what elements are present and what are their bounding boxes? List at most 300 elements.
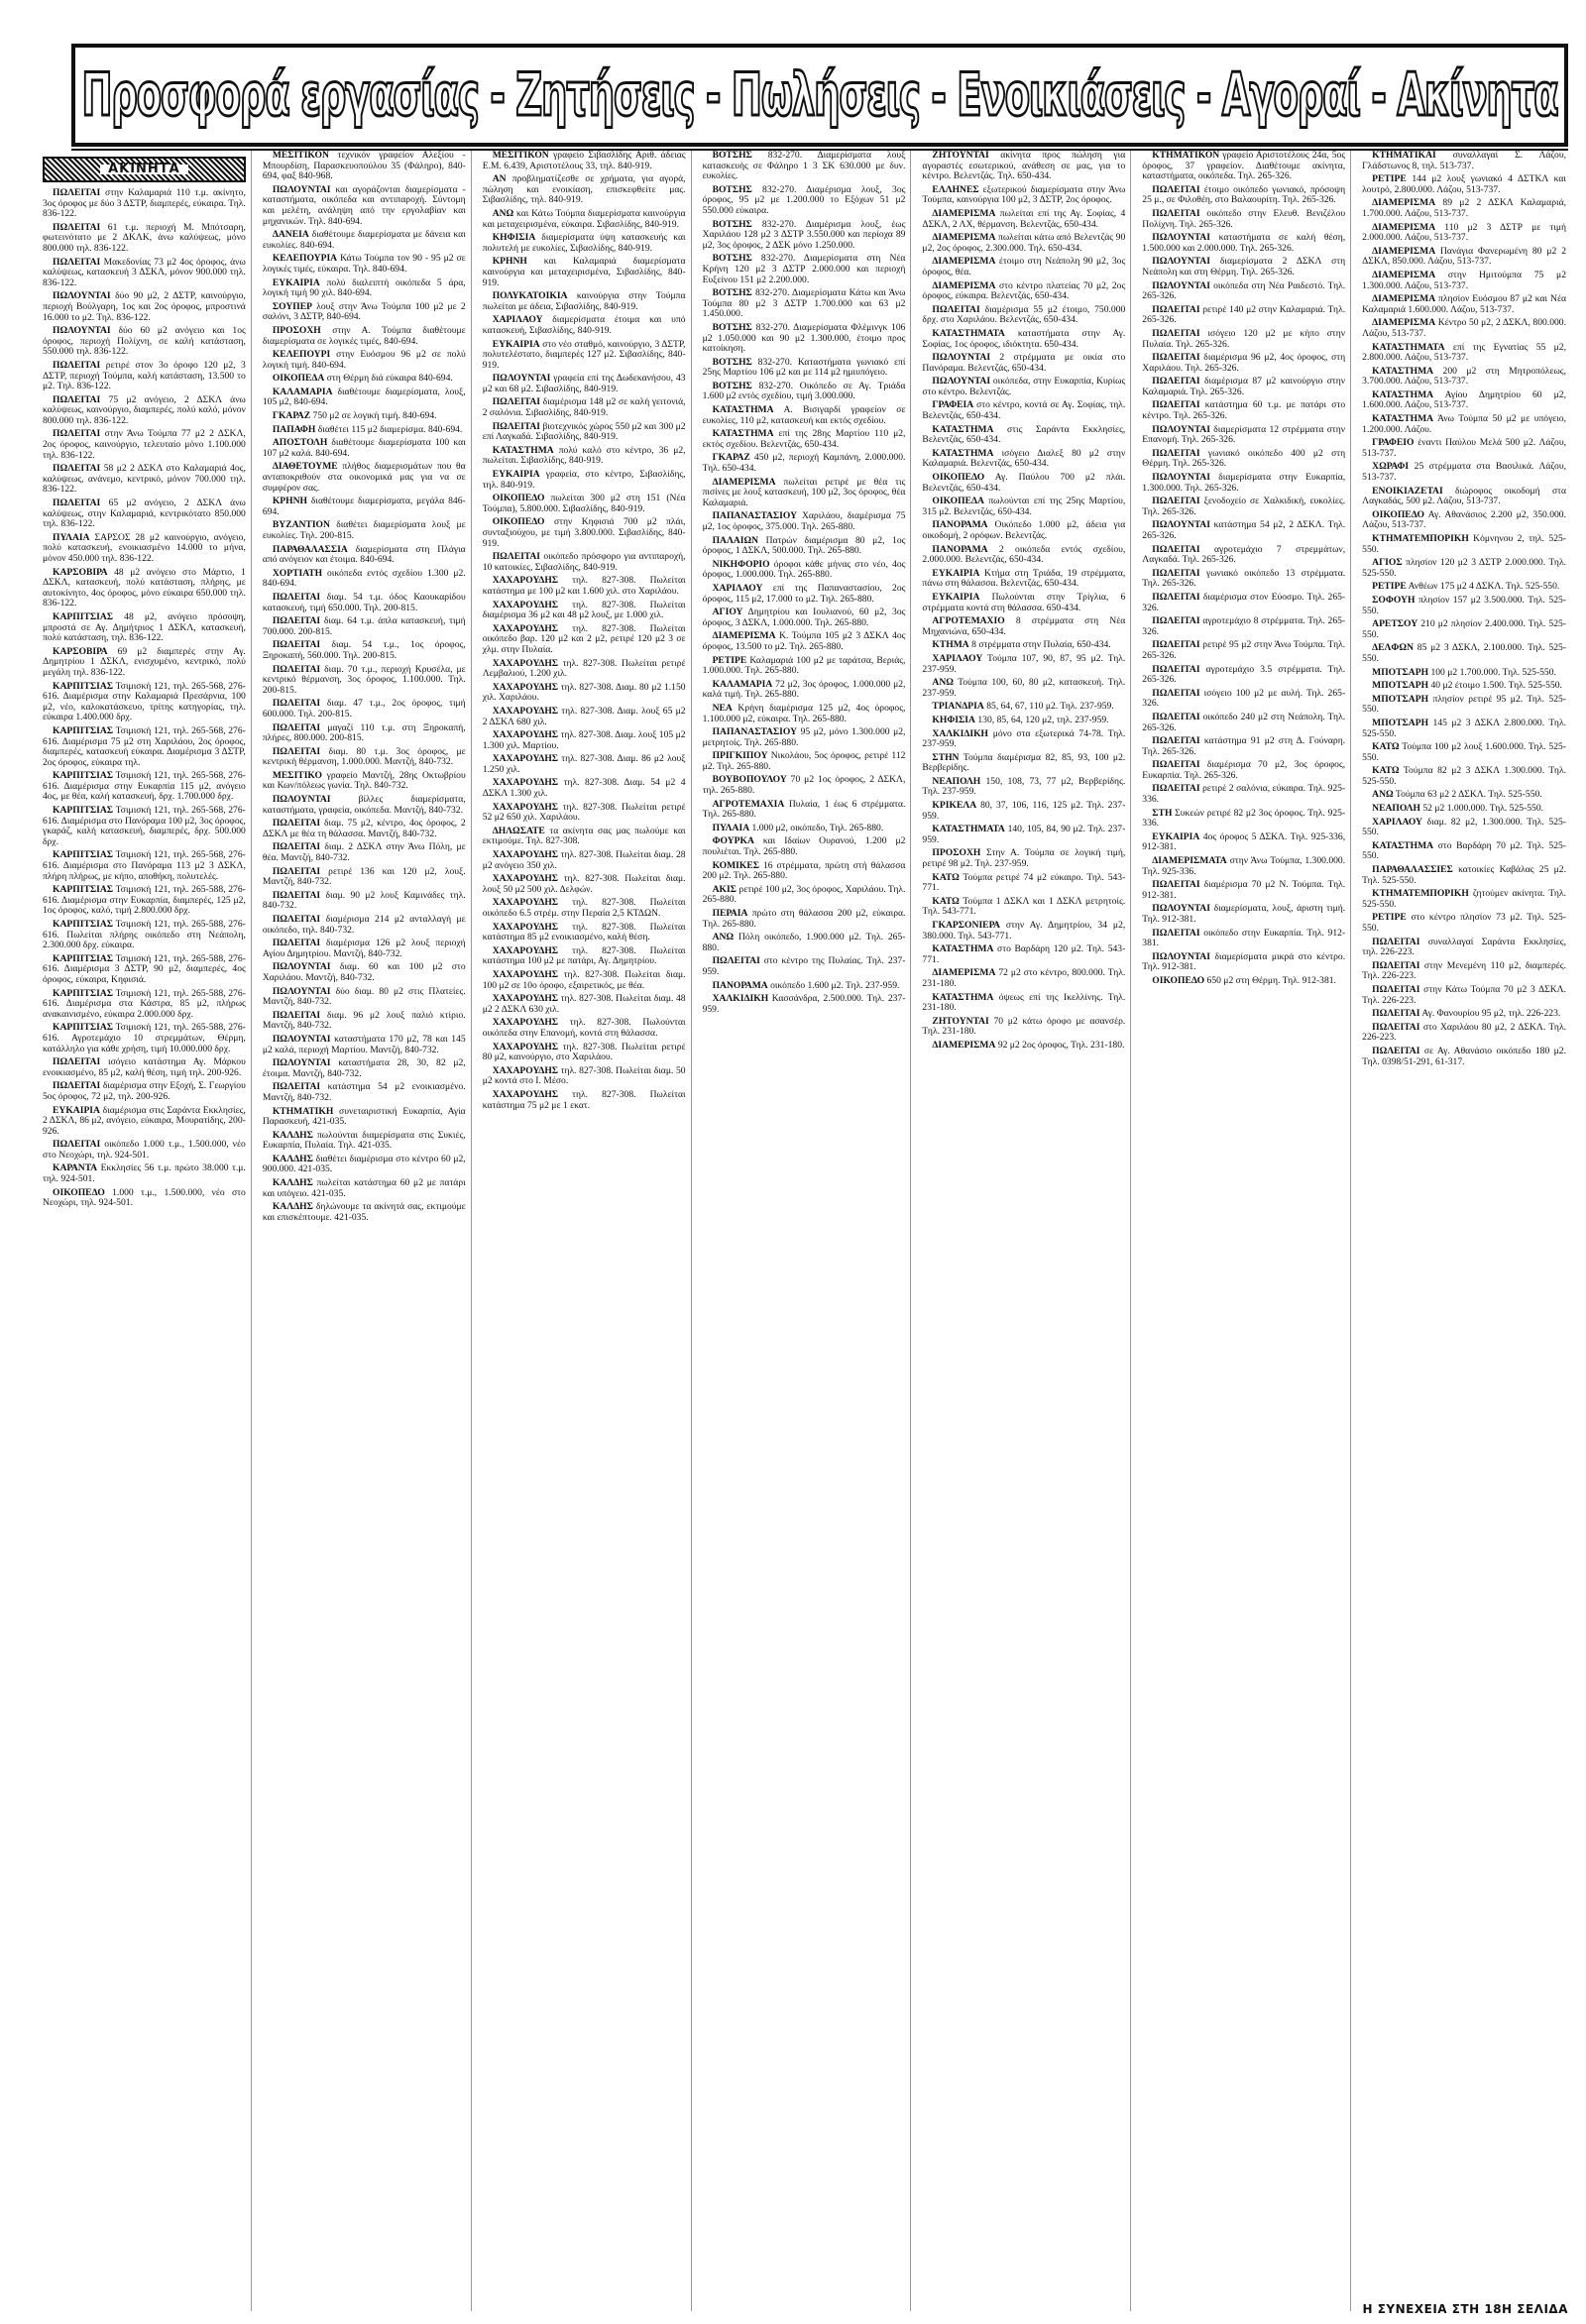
classified-ad [703,453,906,474]
ad-lead: ΔΙΑΜΕΡΙΣΜΑ [1372,317,1436,329]
ad-text: διαμερίσματα μικρά στο κέντρο. Τηλ. 912-381. [1142,950,1346,973]
ad-text: Αγίου Δημητρίου 60 μ2, 1.600.000. Λάζου, 513-737. [1362,388,1566,411]
classified-ad [703,680,906,701]
ad-lead: ΚΟΜΙΚΕΣ [712,859,759,871]
ad-lead: ΚΑΤΑΣΤΗΜΑ [1372,839,1434,851]
ad-text: τηλ. 827-308. Πωλείται διαμ. λουξ 50 μ2 500 χιλ. Δελφών. [482,873,686,895]
ad-lead: ΠΩΛΕΙΤΑΙ [1152,663,1200,675]
ad-lead: ΔΗΛΩΣΑΤΕ [492,825,545,836]
ad-text: τηλ. 827-308. Πωλείται διαμ. 100 μ2 σε 10ο όροφο, εξαιρετικός, με θέα. [482,968,686,991]
ad-text: τηλ. 827-308. Πωλείται κατάστημα 75 μ2 με 1 εκατ. [482,1088,686,1111]
ad-text: στη Θέρμη διά εύκαιρα 840-694. [326,373,453,385]
ad-lead: ΠΩΛΕΙΤΑΙ [1152,759,1200,771]
ad-text: 144 μ2 λουξ γωνιακό 4 ΔΣΤΚΛ και λουτρό, 2.800.000. Λάζου, 513-737. [1362,173,1566,195]
classified-ad [483,850,686,871]
banner-title: Προσφορά εργασίας - Ζητήσεις - Πωλήσεις - Ενοικιάσεις - Αγοραί - Ακίνητα [81,60,1558,130]
classified-ad [263,723,466,744]
ad-text: διαμ. 75 μ2, κέντρο, 4ος όροφος, 2 ΔΣΚΛ με θέα τη θάλασσα. Μαντζή, 840-732. [262,818,466,839]
ad-lead: ΚΤΗΜΑ [932,639,969,651]
ad-text: Κρήνη διαμέρισμα 125 μ2, 4ος όροφος, 1.100.000 μ2, εύκαιρα. Τηλ. 265-880. [702,702,906,724]
ad-text: Τσιμισκή 121, τηλ. 265-568, 276-616. Διαμέρισμα στην Καλαμαριά Πρεσάρνια, 100 μ2, νέο, καλοκατάσκευο, τρίτης κατηγορίας, τηλ. εύκαιρα 1.400.000 δρχ. [43,680,246,723]
classified-ad [263,1178,466,1199]
ad-text: Αγ. Παύλου 700 μ2 πλάι. Βελεντζάς, 650-434. [922,472,1126,494]
ad-text: πλησίον 157 μ2 3.500.000. Τηλ. 525-550. [1362,594,1566,616]
ad-lead: ΠΑΡΑΘΑΛΑΣΣΙΕΣ [1372,864,1453,876]
ad-lead: ΑΓΙΟΣ [1372,557,1403,569]
classified-ad [483,970,686,991]
ad-lead: ΔΙΑΜΕΡΙΣΜΑ [1372,245,1436,257]
ad-lead: ΠΩΛΕΙΤΑΙ [1152,303,1200,315]
ad-lead: ΠΑΡΑΘΑΛΑΣΣΙΑ [272,543,348,555]
classified-ad [1142,736,1345,757]
classified-ad [263,771,466,792]
continued-notice: Η ΣΥΝΕΧΕΙΑ ΣΤΗ 18Η ΣΕΛΙΔΑ [1362,2302,1568,2316]
ad-lead: ΕΥΚΑΙΡΙΑ [272,277,320,288]
ad-lead: ΚΤΗΜΑΤΕΜΠΟΡΙΚΗ [1372,533,1469,544]
ad-lead: ΠΩΛΕΙΤΑΙ [53,498,101,509]
classified-ad [263,1202,466,1223]
ad-lead: ΚΑΤΩ [1372,741,1400,753]
ad-text: γραφεία επί της Δωδεκανήσου, 43 μ2 και 68 μ2. Σιβασλίδης, 840-919. [482,373,686,394]
ad-text: Τσιμισκή 121, τηλ. 265-568, 276-616. Διαμέρισμα στο Πανόραμα 113 μ2 3 ΔΣΚΛ, πλήρη πλήρως, με κήπο, αποθήκη, πολυτελές. [43,849,246,882]
ad-text: τηλ. 827-308. Πωλείται κατάστημα με 100 μ2 και 1.600 χιλ. στο Χαριλάου. [482,575,686,597]
classified-ad [263,387,466,408]
ad-text: 832-270. Διαμερίσματα λουξ κατασκευής σε Φάληρο 1 3 ΣΚ 630.000 με δυν. ευκολίες. [702,151,906,182]
ad-lead: ΔΙΑΜΕΡΙΣΜΑ [1372,269,1436,280]
ad-lead: ΒΟΤΣΗΣ [712,183,752,195]
classified-ad [703,727,906,748]
ad-text: Τσιμισκή 121, τηλ. 265-588, 276-616. Διαμέρισμα 3 ΔΣΤΡ, 90 μ2, διαμπερές, 4ος όροφος, εύκαιρα, Κηφισιά. [43,952,246,985]
ad-text: συναλλαγαί Σαράντα Εκκλησίες, τηλ. 226-223. [1362,936,1566,958]
classified-ad [703,956,906,977]
classified-ad [703,981,906,992]
ad-lead: ΒΟΤΣΗΣ [712,321,752,333]
classified-ad [922,593,1125,613]
ad-text: αγροτεμάχιο 7 στρεμμάτων, Λαγκαδά. Τηλ. 265-326. [1142,543,1346,566]
ad-lead: ΒΟΤΣΗΣ [712,356,752,368]
classified-ad [483,422,686,443]
ad-text: διαθέτουμε διαμερίσματα 100 και 107 μ2 καλά. 840-694. [262,437,466,459]
ad-lead: ΝΙΚΗΦΟΡΙΟ [712,558,770,570]
ad-text: Τσιμισκή 121, τηλ. 265-588, 276-616. Διαμέρισμα στα Κάστρα, 85 μ2, πλήρως ανακαινισμένο, εύκαιρα 2.000.000 δρχ. [43,987,246,1020]
classified-ad [263,1082,466,1103]
ad-text: 832-270. Διαμερίσματα Κάτω και Άνω Τούμπα 80 μ2 3 ΔΣΤΡ 1.700.000 και 63 μ2 1.450.000. [702,287,906,320]
ad-lead: ΕΝΟΙΚΙΑΖΕΤΑΙ [1372,485,1443,497]
classified-ad [703,800,906,821]
ad-lead: ΖΗΤΟΥΝΤΑΙ [932,151,989,161]
classified-ad [43,989,246,1021]
ad-text: κατάστημα 91 μ2 στη Δ. Γούναρη. Τηλ. 265-326. [1142,735,1346,757]
classified-ad [263,987,466,1008]
ad-lead: ΚΑΡΠΙΤΣΙΑΣ [53,724,114,736]
ad-text: 210 μ2 πλησίον 2.400.000. Τηλ. 525-550. [1362,618,1566,640]
ad-lead: ΧΑΧΑΡΟΥΔΗΣ [492,705,559,717]
ad-lead: ΚΑΤΑΣΤΗΜΑ [932,991,994,1003]
ad-text: ισόγειο Διαλεξ 80 μ2 στην Καλαμαριά. Βελεντζάς, 650-434. [922,447,1126,470]
ad-text: διαμέρισμα 126 μ2 λουξ περιοχή Αγίου Δημητρίου. Μαντζή, 840-732. [262,938,466,959]
ad-lead: ΔΙΑΜΕΡΙΣΜΑ [932,232,996,244]
classified-ad [922,329,1125,350]
classified-ad [43,395,246,427]
classified-ad [263,747,466,768]
ad-text: πολύ καλό στο κέντρο, 36 μ2, πωλείται. Σιβασλίδης, 840-919. [482,444,686,467]
ad-lead: ΠΩΛΕΙΤΑΙ [1372,1021,1420,1033]
ad-lead: ΠΩΛΕΙΤΑΙ [53,428,101,440]
ad-text: τηλ. 827-308. Διαμ. λουξ 105 μ2 1.300 χιλ. Μαρτίου. [482,729,686,751]
ad-text: τηλ. 827-308. Διαμ. 86 μ2 λουξ 1.250 χιλ. [482,753,686,775]
classified-ad [922,473,1125,494]
ad-text: διαμέρισμα στον Εύοσμο. Τηλ. 265-326. [1142,591,1346,613]
classified-ad [483,659,686,680]
ad-text: Τούμπα 100 μ2 λουξ 1.600.000. Τηλ. 525-550. [1362,741,1566,763]
classified-ad [1142,425,1345,446]
ad-text: Τούμπα 107, 90, 87, 95 μ2. Τηλ. 237-959. [922,652,1126,675]
classified-ad [263,939,466,959]
ad-text: στο κέντρο, κοντά σε Αγ. Σοφίας, τηλ. Βελεντζάς, 650-434. [922,399,1126,422]
classified-ad [263,795,466,816]
ad-lead: ΠΩΛΟΥΝΤΑΙ [492,373,551,385]
ad-lead: ΠΩΛΕΙΤΑΙ [53,1080,101,1092]
ad-text: τηλ. 827-308. Πωλείται ρετιρέ 52 μ2 650 χιλ. Χαριλάου. [482,801,686,824]
classified-ad [1362,742,1566,763]
ad-lead: ΚΑΡΠΙΤΣΙΑΣ [53,952,114,964]
ad-lead: ΠΩΛΕΙΤΑΙ [1152,879,1200,891]
ad-lead: ΠΡΟΣΟΧΗ [932,847,981,859]
ad-lead: ΠΩΛΟΥΝΤΑΙ [272,794,331,806]
classified-ad [922,678,1125,699]
ad-lead: ΚΑΤΑΣΤΗΜΑ [1372,413,1434,425]
ad-lead: ΧΟΡΤΙΑΤΗ [272,567,323,579]
classified-ad [1142,880,1345,901]
classified-ad [483,803,686,824]
ad-lead: ΕΥΚΑΙΡΙΑ [1152,830,1200,842]
classified-ad [703,382,906,402]
ad-lead: ΜΕΣΙΤΙΚΟΝ [492,151,549,161]
ad-text: τα ακίνητα σας μας πωλούμε και εκτιμούμε. Τηλ. 827-308. [482,825,686,847]
ad-lead: ΒΟΤΣΗΣ [712,380,752,391]
ad-lead: ΠΑΝΟΡΑΜΑ [932,519,988,531]
ad-text: και Καλαμαριά διαμερίσματα καινούργια και μεταχειρισμένα, Σιβασλίδης, 840-919. [482,256,686,288]
classified-ad [1362,1047,1566,1067]
ad-text: αγροτεμάχιο 3.5 στρέμματα. Τηλ. 265-326. [1142,663,1346,686]
ad-text: ισόγειο κατάστημα Αγ. Μάρκου ενοικιασμένο, 85 μ2, καλή θέση, τιμή τηλ. 200-926. [43,1056,246,1078]
classified-ad [263,302,466,323]
classified-ad [43,806,246,847]
ad-text: 140, 105, 84, 90 μ2. Τηλ. 237-959. [922,824,1126,845]
ad-lead: ΠΩΛΕΙΤΑΙ [1152,376,1200,387]
ad-lead: ΧΑΧΑΡΟΥΔΗΣ [492,1017,559,1029]
classified-ad [922,777,1125,798]
classified-ad [1362,151,1566,171]
classified-ad [922,801,1125,822]
ad-lead: ΠΩΛΟΥΝΤΑΙ [1152,232,1210,244]
ad-text: 95 μ2, μόνο 1.300.000 μ2, μετρητοίς. Τηλ. 265-880. [702,726,906,748]
ad-text: γραφείο Αριστοτέλους 24α, 5ος όροφος, 37 γραφείον. Διαθέτουμε ακίνητα, καταστήματα, οικόπεδα. Τηλ. 265-326. [1142,151,1346,182]
ad-text: πωλείται κατάστημα 60 μ2 με πατάρι και υπόγειο. 421-035. [262,1177,466,1199]
ad-lead: ΚΑΤΑΣΤΗΜΑ [932,423,994,435]
ad-text: διαμέρισμα 87 μ2 καινούργιο στην Καλαμαριά. Τηλ. 265-326. [1142,376,1346,397]
ad-lead: ΧΑΧΑΡΟΥΔΗΣ [492,729,559,741]
ad-text: στην Α. Τούμπα διαθέτουμε διαμερίσματα σε λογικές τιμές, 840-694. [262,324,466,347]
ad-lead: ΠΩΛΕΙΤΑΙ [1152,183,1200,195]
ad-lead: ΠΩΛΕΙΤΑΙ [272,639,321,651]
classified-ad [43,223,246,255]
ad-text: στην Ευόσμου 96 μ2 σε πολύ λογική τιμή. 840-694. [262,349,466,371]
ad-text: 52 μ2 1.000.000. Τηλ. 525-550. [1422,803,1544,815]
ad-lead: ΜΕΣΙΤΙΚΟ [272,769,322,781]
ad-lead: ΧΑΧΑΡΟΥΔΗΣ [492,993,559,1005]
classified-ad [483,601,686,621]
ad-text: 650 μ2 στη Θέρμη. Τηλ. 912-381. [1206,974,1336,986]
classified-ad [43,533,246,565]
ad-text: γωνιακό οικόπεδο 400 μ2 στη Θέρμη. Τηλ. 265-326. [1142,447,1346,470]
classified-ad [1142,353,1345,374]
ad-lead: ΠΩΛΟΥΝΤΑΙ [932,352,991,364]
classified-ad [1362,174,1566,195]
ad-lead: ΧΑΧΑΡΟΥΔΗΣ [492,657,559,669]
ad-lead: ΚΡΙΚΕΛΑ [932,800,977,812]
ad-text: διαμ. 47 τ.μ., 2ος όροφος, τιμή 600.000. Τηλ. 200-815. [262,698,466,719]
ad-text: 85 μ2 3 ΔΣΚΛ, 2.100.000. Τηλ. 525-550. [1362,642,1566,664]
ad-text: Τούμπα ρετιρέ 74 μ2 εύκαιρο. Τηλ. 543-771. [922,871,1126,894]
ad-text: Ανθέων 175 μ2 4 ΔΣΚΛ. Τηλ. 525-550. [1408,581,1560,593]
classified-ad [43,464,246,496]
classified-ad [263,1011,466,1032]
classified-ad [922,151,1125,182]
ad-text: Πανάγια Φανερωμένη 80 μ2 2 ΔΣΚΛ, 850.000. Λάζου, 513-737. [1362,245,1566,268]
ad-lead: ΧΑΧΑΡΟΥΔΗΣ [492,897,559,909]
ad-text: οικόπεδα εντός σχεδίου 1.300 μ2. 840-694. [262,567,466,590]
classified-ad [43,1163,246,1184]
ad-text: Τσιμισκή 121, τηλ. 265-588, 276-616. Διαμέρισμα στην Ευκαρπία, διαμπερές, 125 μ2, 1ος όροφος, καλό, τιμή 2.800.000 δρχ. [43,884,246,917]
ad-lead: ΠΩΛΕΙΤΑΙ [53,393,101,405]
ad-lead: ΜΠΟΤΣΑΡΗ [1372,680,1429,692]
ad-lead: ΠΩΛΕΙΤΑΙ [1152,447,1200,459]
ad-text: πωλείται 300 μ2 στη 151 (Νέα Τούμπα), 5.800.000. Σιβασλίδης, 840-919. [482,493,686,514]
ad-text: τηλ. 827-308. Πωλείται οικόπεδο βαρ. 120 μ2 και 2 μ2, ρετιρέ 120 μ2 3 σε χλμ. στην Πυλαία. [482,622,686,655]
ad-text: τηλ. 827-308. Πωλείται διαμέρισμα 36 μ2 και 48 μ2 λουξ, με 1.000 χιλ. [482,599,686,621]
classified-ad [1362,695,1566,716]
ad-lead: ΒΟΥΒΟΠΟΥΛΟΥ [712,774,787,786]
ad-text: διαθέτουμε διαμερίσματα με δάνεια και ευκολίες. 840-694. [262,229,466,251]
ad-lead: ΠΩΛΕΙΤΑΙ [1372,1045,1420,1056]
ad-lead: ΚΗΦΙΣΙΑ [932,714,975,725]
ad-lead: ΚΑΤΑΣΤΗΜΑΤΑ [932,824,1005,835]
classified-ad [263,438,466,459]
ad-text: διώροφος οικοδομή στα Λαγκαδάς, 500 μ2. Λάζου, 513-737. [1362,485,1566,507]
classified-ad [922,305,1125,326]
ad-text: διαμερίσματα 12 στρέμματα στην Επανομή. Τηλ. 265-326. [1142,423,1346,446]
ad-lead: ΡΕΤΙΡΕ [712,654,747,666]
ad-lead: ΠΩΛΕΙΤΑΙ [1152,711,1200,722]
ad-lead: ΚΑΤΑΣΤΗΜΑ [1372,365,1434,377]
ad-text: 200 μ2 στη Μητροπόλεως, 3.700.000. Λάζου, 513-737. [1362,365,1566,387]
ad-text: στην Κηφισιά 700 μ2 πλάι, συνταξιούχου, με τιμή 3.800.000. Σιβασλίδης, 840-919. [482,516,686,549]
classified-ad [43,1106,246,1138]
ad-lead: ΚΑΤΑΣΤΗΜΑ [932,943,994,955]
ad-lead: ΕΥΚΑΙΡΙΑ [932,591,980,603]
ad-text: ρετιρέ 140 μ2 στην Καλαμαριά. Τηλ. 265-326. [1142,303,1346,326]
classified-ad [922,944,1125,965]
ad-lead: ΠΩΛΟΥΝΤΑΙ [1152,903,1210,915]
ad-text: διαμ. 54 τ.μ., 1ος όροφος, Ξηροκαπή, 560.000. Τηλ. 200-815. [262,639,466,661]
ad-text: 130, 85, 64, 120 μ2, τηλ. 237-959. [977,714,1109,725]
ad-lead: ΚΑΡΠΙΤΣΙΑΣ [53,1022,114,1034]
classified-ad [43,258,246,289]
classified-ad [263,151,466,182]
classified-ad [1362,534,1566,555]
classified-ad [483,994,686,1015]
ad-lead: ΕΥΚΑΙΡΙΑ [492,469,540,481]
classified-ad [922,825,1125,845]
classified-ad [263,640,466,661]
ad-lead: ΠΩΛΕΙΤΑΙ [53,187,101,198]
ad-lead: ΑΚΙΣ [712,883,736,895]
ad-text: ακίνητα προς πώληση για αγοραστές εσωτερικού, ανάθεση σε μας, για το κέντρο. Βελεντζάς. Τηλ. 650-434. [922,151,1126,182]
classified-ad [43,954,246,986]
ad-lead: ΠΩΛΕΙΤΑΙ [53,256,101,268]
classified-ad [263,497,466,517]
classified-ad [43,1081,246,1102]
ad-lead: ΑΝΩ [1372,789,1394,801]
ad-lead: ΚΑΤΩ [932,895,960,907]
ad-lead: ΚΕΛΕΠΟΥΡΙΑ [272,253,338,265]
ad-lead: ΔΙΑΘΕΤΟΥΜΕ [272,461,338,473]
classified-ad [1142,569,1345,590]
classified-ad [1362,247,1566,268]
classified-ad [703,478,906,509]
ad-text: Κ. Τούμπα 105 μ2 3 ΔΣΚΛ 4ος όροφος, 13.500 το μ2. Τηλ. 265-880. [702,630,906,652]
ad-text: ρετιρέ 136 και 120 μ2, λουξ. Μαντζή, 840-732. [262,865,466,888]
ad-text: γραφείο Σιβασλίδης Αριθ. άδειας Ε.Μ. 6.439, Αριστοτέλους 33, τηλ. 840-919. [482,151,686,171]
ad-text: συναλλαγαί Σ. Λάζου, Γλάδστωνος 8, τηλ. 513-737. [1362,151,1566,171]
ad-text: διαμέρισμα στις Σαράντα Εκκλησίες, 2 ΔΣΚΛ, 86 μ2, ανόγειο, εύκαιρα, Μουρατίδης, 200-926. [43,1104,246,1137]
classified-ad [43,498,246,530]
ad-lead: ΔΙΑΜΕΡΙΣΜΑΤΑ [1152,855,1227,867]
ad-lead: ΚΑΤΑΣΤΗΜΑ [712,428,774,440]
classified-ad [483,494,686,514]
classified-ad [1362,596,1566,616]
ad-text: Αγ. Αθανάσιος 2.200 μ2, 350.000. Λάζου, 513-737. [1362,508,1566,531]
classified-ad [483,898,686,919]
ad-lead: ΠΩΛΕΙΤΑΙ [272,698,321,710]
classified-ad [703,836,906,857]
classified-ad [922,873,1125,894]
classified-ad [922,616,1125,637]
ad-text: τηλ. 827-308. Διαμ. λουξ 65 μ2 2 ΔΣΚΛ 680 χιλ. [482,705,686,727]
classifieds-banner [71,44,1568,147]
ad-lead: ΠΩΛΕΙΤΑΙ [1152,783,1200,795]
classified-ad [1362,804,1566,815]
classified-ad [922,716,1125,726]
ad-text: τεχνικόν γραφείον Αλεξίου - Μπουρδίση, Παρασκευοπούλου 35 (Φάληρο), 840-694, φαξ 840-968. [262,151,466,182]
ad-lead: ΠΩΛΕΙΤΑΙ [272,818,321,830]
classified-ad [1142,616,1345,637]
ad-lead: ΚΑΛΔΗΣ [272,1153,313,1164]
ad-lead: ΚΑΡΠΙΤΣΙΑΣ [53,987,114,999]
classified-ad [1142,209,1345,230]
ad-text: διαθέτει διαμέρισμα στο κέντρο 60 μ2, 900.000. 421-035. [262,1153,466,1175]
classified-ad [483,683,686,704]
ad-text: πολύ διαλειπτή οικόπεδα 5 άρα, λογική τιμή 90 χιλ. 840-694. [262,277,466,299]
ad-lead: ΔΙΑΜΕΡΙΣΜΑ [932,207,996,219]
ad-text: 4ος όροφος 5 ΔΣΚΛ. Τηλ. 925-336, 912-381. [1142,830,1346,853]
ad-text: Τσιμισκή 121, τηλ. 265-568, 276-616. Διαμέρισμα στην Ευκαρπία 115 μ2, ανόγειο 4ος, με θέα, καλή κατασκευή, δρχ. 1.700.000 δρχ. [43,770,246,803]
ad-text: στην Άνω Τούμπα 77 μ2 2 ΔΣΚΛ, 2ος όροφος, καινούργιο, τελευταίο μόνο 1.100.000 τηλ. 836-122. [43,428,246,461]
classified-ad [922,702,1125,713]
classified-ad [263,254,466,275]
ad-lead: ΑΓΡΟΤΕΜΑΧΙΑ [712,798,785,810]
classified-ad [43,1188,246,1209]
ad-lead: ΜΕΣΙΤΙΚΟΝ [272,151,329,161]
ad-text: έναντι Παύλου Μελά 500 μ2. Λάζου, 513-737. [1362,437,1566,459]
ad-lead: ΖΗΤΟΥΝΤΑΙ [932,1015,989,1027]
ad-lead: ΔΙΑΜΕΡΙΣΜΑ [1372,293,1436,305]
page-edge-marks [8,297,22,2081]
ad-text: διαμ. 96 μ2 λουξ παλιό κτίριο. Μαντζή, 840-732. [262,1009,466,1032]
classified-ad [922,449,1125,470]
ad-text: επί της Εγνατίας 55 μ2, 2.800.000. Λάζου, 513-737. [1362,341,1566,364]
ad-lead: ΧΑΧΑΡΟΥΔΗΣ [492,921,559,933]
classified-ad [1142,329,1345,350]
ad-text: στην Κάτω Τούμπα 70 μ2 3 ΔΣΚΛ. Τηλ. 226-223. [1362,983,1566,1006]
classified-ad [1142,832,1345,853]
ad-lead: ΚΤΗΜΑΤΕΜΠΟΡΙΚΗ [1372,888,1469,900]
ad-lead: ΟΙΚΟΠΕΔΑ [272,373,325,385]
ad-lead: ΠΑΠΑΦΗ [272,423,316,435]
ad-text: πλησίον Ευόσμου 87 μ2 και Νέα Καλαμαριά 1.600.000. Λάζου, 513-737. [1362,293,1566,315]
ad-text: 100 μ2 1.700.000. Τηλ. 525-550. [1430,666,1556,678]
classified-ad [1362,390,1566,411]
ad-text: τηλ. 827-308. Πωλείται διαμ. 48 μ2 2 ΔΣΚΛ 630 χιλ. [482,993,686,1015]
classified-ad [483,1090,686,1111]
ad-text: Μακεδονίας 73 μ2 4ος όροφος, άνω καλύψεως, κατασκευή 3 ΔΣΚΛ, μόνον 900.000 τηλ. 836-122. [43,256,246,288]
ad-lead: ΠΩΛΕΙΤΑΙ [53,1056,101,1068]
ad-lead: ΠΑΝΟΡΑΜΑ [712,979,768,991]
classified-ad [263,1131,466,1152]
ad-lead: ΠΩΛΟΥΝΤΑΙ [1152,472,1210,484]
ad-lead: ΜΠΟΤΣΑΡΗ [1372,666,1429,678]
ad-text: 65 μ2 ανόγειο, 2 ΔΣΚΛ άνω καλύψεως, στην Καλαμαριά, κεντρικότατο 850.000 τηλ. 836-122. [43,498,246,530]
ad-lead: ΠΩΛΕΙΤΑΙ [1372,936,1420,947]
classified-ad [263,462,466,494]
classified-ad [1142,473,1345,494]
ad-text: τηλ. 827-308. Πωλείται οικόπεδο 6.5 στρέμ. στην Περαία 2,5 ΚΤΔΩΝ. [482,897,686,919]
ad-text: διαμερίσματα στην Ευκαρπία, 1.300.000. Τηλ. 265-326. [1142,472,1346,494]
ad-lead: ΠΩΛΟΥΝΤΑΙ [1152,256,1210,268]
ad-lead: ΣΟΥΠΕΡ [272,300,312,312]
ad-lead: ΒΟΤΣΗΣ [712,253,752,265]
ad-text: 145 μ2 3 ΔΣΚΛ 2.800.000. Τηλ. 525-550. [1362,717,1566,739]
ad-text: δύο 60 μ2 ανόγειο και 1ος όροφος, περιοχή Πολίχνη, σε καλή κατάσταση, 550.000 τηλ. 836-122. [43,325,246,358]
classified-ad [263,699,466,719]
classified-ad [263,425,466,436]
ad-lead: ΝΕΑΠΟΛΗ [932,775,981,787]
ad-text: 16 στρέμματα, πρώτη στή θάλασσα 200 μ2. Τηλ. 265-880. [702,859,906,882]
classified-ad [43,726,246,768]
ad-text: οικόπεδο στην Ελευθ. Βενιζέλου Πολίχνη. Τηλ. 265-326. [1142,207,1346,230]
ad-lead: ΣΤΗ [1152,807,1173,819]
ad-text: τηλ. 827-308. Διαμ. 80 μ2 1.150 χιλ. Χαριλάου. [482,681,686,704]
ad-text: τηλ. 827-308. Πωλείται ρετιρέ Λεμβαλιού, 1.200 χιλ. [482,657,686,680]
classified-ad [1142,952,1345,973]
ad-text: 450 μ2, περιοχή Καμπάνη, 2.000.000. Τηλ. 650-434. [702,452,906,475]
classified-ad [483,1018,686,1039]
classified-ad [922,993,1125,1014]
ad-text: τηλ. 827-308. Πωλούνται οικόπεδα στην Επανομή, κοντά στη θάλασσα. [482,1017,686,1039]
ad-text: Τούμπα 1 ΔΣΚΛ και 1 ΔΣΚΛ μετρητοίς. Τηλ. 543-771. [922,895,1126,918]
classified-ad [703,861,906,882]
